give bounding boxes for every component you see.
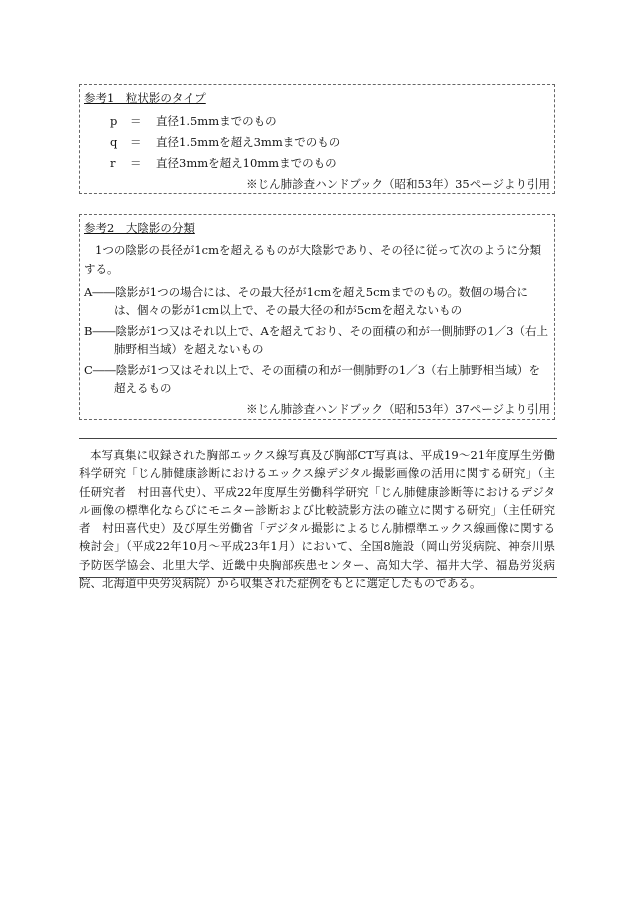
type-row-q (84, 132, 550, 153)
type-description: 直径3mmを超え10mmまでのもの (156, 156, 337, 170)
equals-sign: ＝ (130, 135, 142, 149)
type-symbol: r (110, 156, 116, 170)
type-row-p (84, 111, 550, 132)
type-symbol: q (110, 135, 118, 149)
reference-2-title: 参考2 大陰影の分類 (84, 221, 195, 235)
equals-sign: ＝ (130, 156, 142, 170)
type-row-r (84, 153, 550, 174)
reference-1-title: 参考1 粒状影のタイプ (84, 91, 206, 105)
source-note: 本写真集に収録された胸部エックス線写真及び胸部CT写真は、平成19～21年度厚生労働科学研究「じん肺健康診断におけるエックス線デジタル撮影画像の活用に関する研究」（主任研究者 村田喜代史）、平成22年度厚生労働科学研究「じん肺健康診断等におけるデジタル画像の標準化ならびにモニター診断および比較読影方法の確立に関する研究」（主任研究者 村田喜代史）及び厚生労働省「デジタル撮影によるじん肺標準エックス線画像に関する検討会」（平成22年10月～平成23年1月）において、全国8施設（岡山労災病院、神奈川県予防医学協会、北里大学、近畿中央胸部疾患センター、高知大学、福井大学、福島労災病院、北海道中央労災病院）から収集された症例をもとに選定したものである。 (79, 448, 555, 591)
divider-top (79, 438, 557, 439)
reference-2-citation: ※じん肺診査ハンドブック（昭和53年）37ページより引用 (246, 402, 550, 416)
reference-1-citation: ※じん肺診査ハンドブック（昭和53年）35ページより引用 (246, 177, 550, 191)
type-description: 直径1.5mmまでのもの (156, 114, 277, 128)
type-description: 直径1.5mmを超え3mmまでのもの (156, 135, 341, 149)
reference-1-box (79, 84, 555, 194)
clause-a: A――陰影が1つの場合には、その最大径が1cmを超え5cmまでのもの。数個の場合には、個々の影が1cm以上で、その最大径の和が5cmを超えないもの (84, 285, 528, 317)
reference-2-box (79, 214, 555, 420)
reference-2-intro: 1つの陰影の長径が1cmを超えるものが大陰影であり、その径に従って次のように分類する。 (84, 243, 541, 276)
divider-bottom (79, 577, 557, 578)
equals-sign: ＝ (130, 114, 142, 128)
type-symbol: p (110, 114, 118, 128)
clause-c: C――陰影が1つ又はそれ以上で、その面積の和が一側肺野の1／3（右上肺野相当域）を超えるもの (84, 363, 541, 395)
clause-b: B――陰影が1つ又はそれ以上で、Aを超えており、その面積の和が一側肺野の1／3（右上肺野相当域）を超えないもの (84, 324, 548, 356)
